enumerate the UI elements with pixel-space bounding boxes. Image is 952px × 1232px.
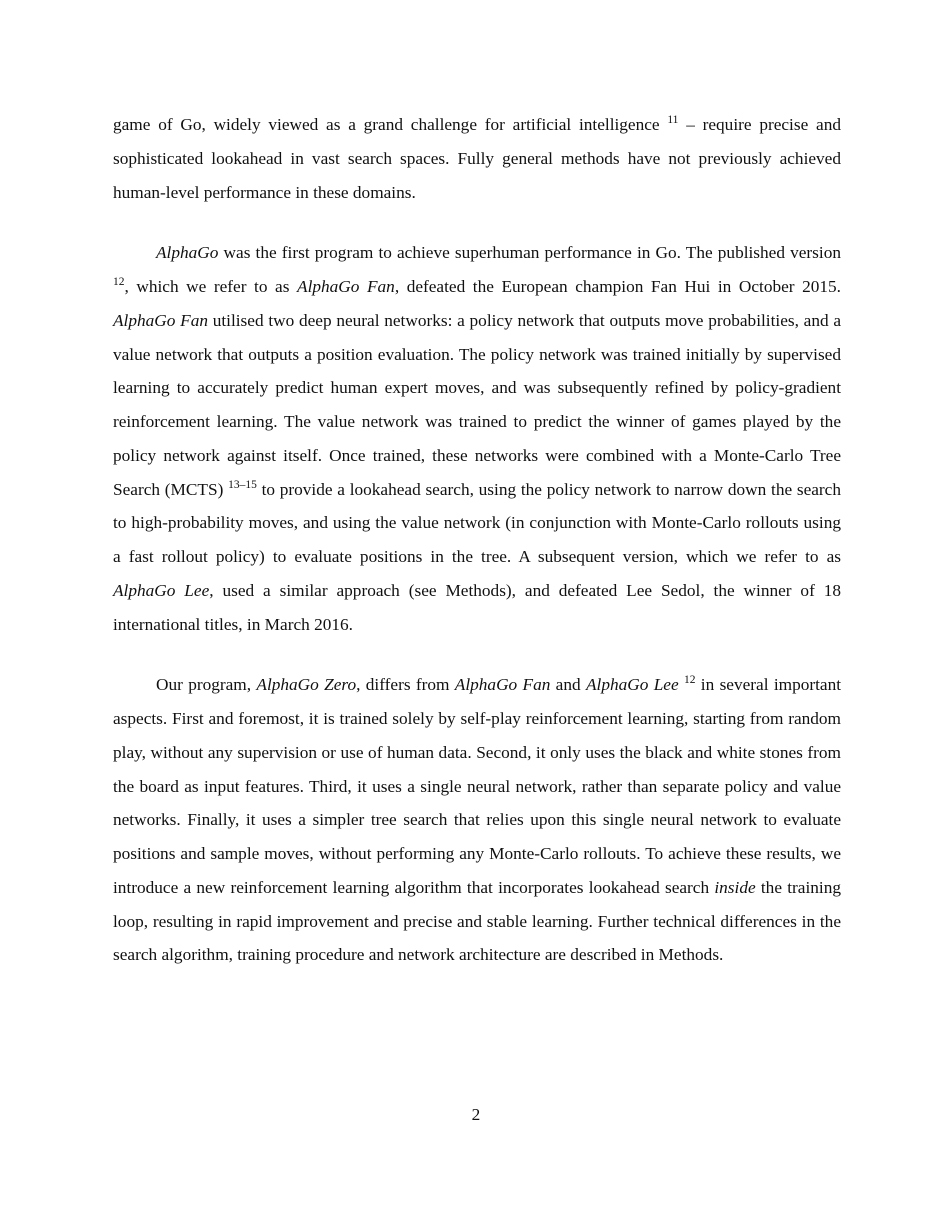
page-body — [113, 108, 841, 972]
citation-ref: 12 — [113, 276, 125, 288]
citation-ref: 13–15 — [228, 478, 257, 491]
citation-ref: 11 — [667, 114, 679, 126]
citation-ref: 12 — [683, 674, 696, 687]
paragraph-intro-continuation: game of Go, widely viewed as a grand challenge for artificial intelligence $^{11}$ – require precise and sophisticated lookahead in vast search spaces. Fully general methods have not previously achieved human-level performance in these domains. — [113, 114, 841, 202]
paragraph-alphago-zero: Our program, AlphaGo Zero, differs from AlphaGo Fan and AlphaGo Lee $^{12}$ in several important aspects. First and foremost, it is trained solely by self-play reinforcement learning, starting from random play, without any supervision or use of human data. Second, it only uses the black and white stones from the board as input features. Third, it uses a single neural network, rather than separate policy and value networks. Finally, it uses a simpler tree search that relies upon this single neural network to evaluate positions and sample moves, without performing any Monte-Carlo rollouts. To achieve these results, we introduce a new reinforcement learning algorithm that incorporates lookahead search inside the training loop, resulting in rapid improvement and precise and stable learning. Further technical differences in the search algorithm, training procedure and network architecture are described in Methods. — [113, 674, 842, 965]
page-number: 2 — [471, 1105, 481, 1124]
paragraph-alphago-history: AlphaGo was the first program to achieve superhuman performance in Go. The published version $^{12}$, which we refer to as AlphaGo Fan, defeated the European champion Fan Hui in October 2015. AlphaGo Fan utilised two deep neural networks: a policy network that outputs move probabilities, and a value network that outputs a position evaluation. The policy network was trained initially by supervised learning to accurately predict human expert moves, and was subsequently refined by policy-gradient reinforcement learning. The value network was trained to predict the winner of games played by the policy network against itself. Once trained, these networks were combined with a Monte-Carlo Tree Search (MCTS) $^{13-15}$ to provide a lookahead search, using the policy network to narrow down the search to high-probability moves, and using the value network (in conjunction with Monte-Carlo rollouts using a fast rollout policy) to evaluate positions in the tree. A subsequent version, which we refer to as AlphaGo Lee, used a similar approach (see Methods), and defeated Lee Sedol, the winner of 18 international titles, in March 2016. — [113, 243, 842, 634]
